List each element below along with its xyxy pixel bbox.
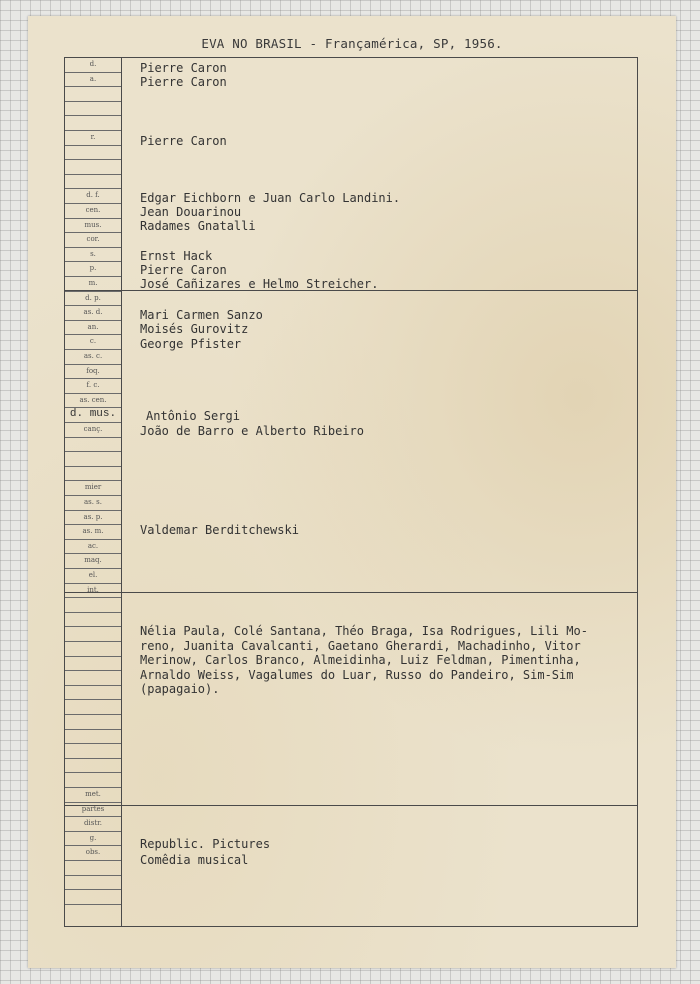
field-label	[65, 657, 121, 672]
cast-line: (papagaio).	[140, 682, 220, 697]
field-label	[65, 452, 121, 467]
field-label	[65, 160, 121, 175]
field-label: el.	[65, 569, 121, 584]
entry-music-director: Antônio Sergi	[146, 409, 240, 423]
entry-editing: José Cañizares e Helmo Streicher.	[140, 277, 379, 291]
field-label: foq.	[65, 365, 121, 380]
index-card	[28, 16, 676, 968]
field-label: d.	[65, 58, 121, 73]
cast-list	[140, 624, 620, 697]
field-label	[65, 627, 121, 642]
field-label	[65, 438, 121, 453]
field-label: as. m.	[65, 525, 121, 540]
field-label	[65, 175, 121, 190]
field-label: maq.	[65, 554, 121, 569]
field-label: obs.	[65, 846, 121, 861]
label-column	[65, 58, 122, 926]
field-label	[65, 613, 121, 628]
field-label: as. s.	[65, 496, 121, 511]
field-label: d. p.	[65, 292, 121, 307]
field-label: p.	[65, 262, 121, 277]
field-label	[65, 715, 121, 730]
field-label	[65, 146, 121, 161]
field-label	[65, 730, 121, 745]
section-divider	[65, 805, 637, 806]
entry-songs: João de Barro e Alberto Ribeiro	[140, 424, 364, 438]
field-label: a.	[65, 73, 121, 88]
field-label: c.	[65, 335, 121, 350]
entry-camera-operator: George Pfister	[140, 337, 242, 351]
field-label	[65, 759, 121, 774]
field-label	[65, 116, 121, 131]
entry-argument: Pierre Caron	[140, 75, 227, 89]
field-label: d. f.	[65, 189, 121, 204]
entry-producer: Pierre Caron	[140, 263, 227, 277]
field-label: r.	[65, 131, 121, 146]
field-label: partes	[65, 803, 121, 818]
cast-line: Arnaldo Weiss, Vagalumes do Luar, Russo do Pandeiro, Sim-Sim	[140, 667, 574, 682]
field-label	[65, 744, 121, 759]
entry-distributor: Republic. Pictures	[140, 837, 271, 851]
field-label: as. c.	[65, 350, 121, 365]
field-label	[65, 700, 121, 715]
field-label: met.	[65, 788, 121, 803]
field-label: int.	[65, 584, 121, 599]
field-label: ac.	[65, 540, 121, 555]
form-grid	[64, 57, 638, 927]
entry-assistant-director: Mari Carmen Sanzo	[140, 308, 263, 322]
entry-music: Radames Gnatalli	[140, 219, 256, 233]
cast-line: Merinow, Carlos Branco, Almeidinha, Luiz Feldman, Pimentinha,	[140, 653, 581, 668]
field-label	[65, 598, 121, 613]
field-label: s.	[65, 248, 121, 263]
entry-genre: Comêdia musical	[140, 853, 249, 867]
field-label	[65, 642, 121, 657]
card-title: EVA NO BRASIL - Françamérica, SP, 1956.	[201, 36, 503, 51]
field-label	[65, 773, 121, 788]
entry-photography: Edgar Eichborn e Juan Carlo Landini.	[140, 191, 401, 205]
entry-an: Moisés Gurovitz	[140, 322, 249, 336]
cast-line: Nélia Paula, Colé Santana, Théo Braga, Isa Rodrigues, Lili Mo-	[140, 624, 588, 638]
entry-screenplay: Pierre Caron	[140, 134, 227, 148]
field-label: distr.	[65, 817, 121, 832]
field-label: cen.	[65, 204, 121, 219]
field-label	[65, 467, 121, 482]
field-label: cor.	[65, 233, 121, 248]
field-label	[65, 686, 121, 701]
field-label	[65, 671, 121, 686]
field-label: d. mus.	[65, 408, 121, 423]
field-label	[65, 890, 121, 905]
field-label: as. cen.	[65, 394, 121, 409]
entry-camera: Jean Douarinou	[140, 205, 242, 219]
entry-sound: Ernst Hack	[140, 249, 213, 263]
entry-assistant-producer: Valdemar Berditchewski	[140, 523, 299, 537]
field-label	[65, 87, 121, 102]
field-label: f. c.	[65, 379, 121, 394]
field-label: mier	[65, 481, 121, 496]
entry-director: Pierre Caron	[140, 61, 227, 75]
field-label: an.	[65, 321, 121, 336]
field-label	[65, 876, 121, 891]
field-label	[65, 861, 121, 876]
field-label: mus.	[65, 219, 121, 234]
field-label: as. d.	[65, 306, 121, 321]
field-label: g.	[65, 832, 121, 847]
section-divider	[65, 592, 637, 593]
field-label	[65, 102, 121, 117]
cast-line: reno, Juanita Cavalcanti, Gaetano Gherardi, Machadinho, Vitor	[140, 638, 581, 653]
field-label: m.	[65, 277, 121, 292]
field-label: as. p.	[65, 511, 121, 526]
field-label: canç.	[65, 423, 121, 438]
